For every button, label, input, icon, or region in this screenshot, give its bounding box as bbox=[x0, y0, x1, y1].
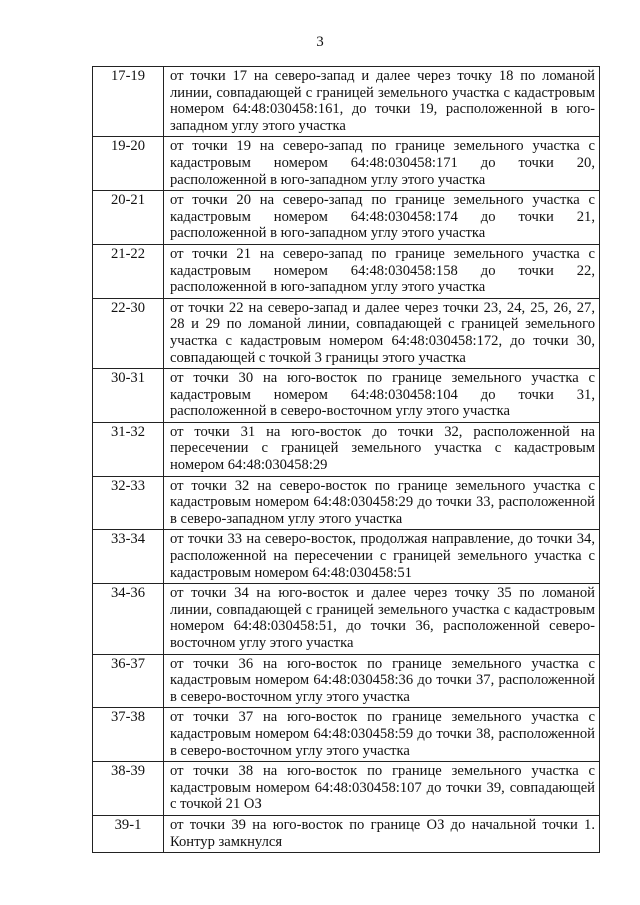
segment-label: 20-21 bbox=[93, 191, 164, 245]
segment-description: от точки 39 на юго-восток по границе ОЗ до начальной точки 1. Контур замкнулся bbox=[164, 815, 600, 852]
segment-description: от точки 22 на северо-запад и далее через точки 23, 24, 25, 26, 27, 28 и 29 по ломаной линии, совпадающей с границей земельного участка с кадастровым номером 64:48:030458:172, до точки 30, совпадающей с точкой 3 границы этого участка bbox=[164, 298, 600, 368]
segment-label: 36-37 bbox=[93, 654, 164, 708]
table-row bbox=[93, 137, 600, 191]
table-row bbox=[93, 762, 600, 816]
table-row bbox=[93, 476, 600, 530]
table-body bbox=[93, 67, 600, 853]
table-row bbox=[93, 369, 600, 423]
table-row bbox=[93, 708, 600, 762]
segment-description: от точки 34 на юго-восток и далее через точку 35 по ломаной линии, совпадающей с границей земельного участка с кадастровым номером 64:48:030458:51, до точки 36, расположенной северо-восточном углу этого участка bbox=[164, 584, 600, 654]
segment-description: от точки 30 на юго-восток по границе земельного участка с кадастровым номером 64:48:030458:104 до точки 31, расположенной в северо-восточном углу этого участка bbox=[164, 369, 600, 423]
segment-description: от точки 20 на северо-запад по границе земельного участка с кадастровым номером 64:48:030458:174 до точки 21, расположенной в юго-западном углу этого участка bbox=[164, 191, 600, 245]
table-row bbox=[93, 815, 600, 852]
segment-description: от точки 32 на северо-восток по границе земельного участка с кадастровым номером 64:48:030458:29 до точки 33, расположенной в северо-западном углу этого участка bbox=[164, 476, 600, 530]
boundary-description-table bbox=[92, 66, 600, 853]
segment-label: 22-30 bbox=[93, 298, 164, 368]
table-row bbox=[93, 191, 600, 245]
table-row bbox=[93, 67, 600, 137]
table-row bbox=[93, 654, 600, 708]
segment-description: от точки 19 на северо-запад по границе земельного участка с кадастровым номером 64:48:030458:171 до точки 20, расположенной в юго-западном углу этого участка bbox=[164, 137, 600, 191]
segment-label: 30-31 bbox=[93, 369, 164, 423]
segment-description: от точки 21 на северо-запад по границе земельного участка с кадастровым номером 64:48:030458:158 до точки 22, расположенной в юго-западном углу этого участка bbox=[164, 244, 600, 298]
page-number: 3 bbox=[316, 34, 324, 50]
segment-label: 21-22 bbox=[93, 244, 164, 298]
segment-label: 34-36 bbox=[93, 584, 164, 654]
segment-label: 37-38 bbox=[93, 708, 164, 762]
table-row bbox=[93, 422, 600, 476]
table-row bbox=[93, 530, 600, 584]
segment-label: 33-34 bbox=[93, 530, 164, 584]
segment-description: от точки 31 на юго-восток до точки 32, расположенной на пересечении с границей земельного участка с кадастровым номером 64:48:030458:29 bbox=[164, 422, 600, 476]
segment-label: 17-19 bbox=[93, 67, 164, 137]
segment-label: 31-32 bbox=[93, 422, 164, 476]
segment-label: 19-20 bbox=[93, 137, 164, 191]
segment-label: 39-1 bbox=[93, 815, 164, 852]
segment-label: 32-33 bbox=[93, 476, 164, 530]
segment-description: от точки 36 на юго-восток по границе земельного участка с кадастровым номером 64:48:030458:36 до точки 37, расположенной в северо-восточном углу этого участка bbox=[164, 654, 600, 708]
segment-description: от точки 38 на юго-восток по границе земельного участка с кадастровым номером 64:48:030458:107 до точки 39, совпадающей с точкой 21 ОЗ bbox=[164, 762, 600, 816]
segment-label: 38-39 bbox=[93, 762, 164, 816]
table-row bbox=[93, 584, 600, 654]
segment-description: от точки 33 на северо-восток, продолжая направление, до точки 34, расположенной на пересечении с границей земельного участка с кадастровым номером 64:48:030458:51 bbox=[164, 530, 600, 584]
table-row bbox=[93, 244, 600, 298]
table-row bbox=[93, 298, 600, 368]
segment-description: от точки 37 на юго-восток по границе земельного участка с кадастровым номером 64:48:030458:59 до точки 38, расположенной в северо-восточном углу этого участка bbox=[164, 708, 600, 762]
segment-description: от точки 17 на северо-запад и далее через точку 18 по ломаной линии, совпадающей с границей земельного участка с кадастровым номером 64:48:030458:161, до точки 19, расположенной в юго-западном углу этого участка bbox=[164, 67, 600, 137]
